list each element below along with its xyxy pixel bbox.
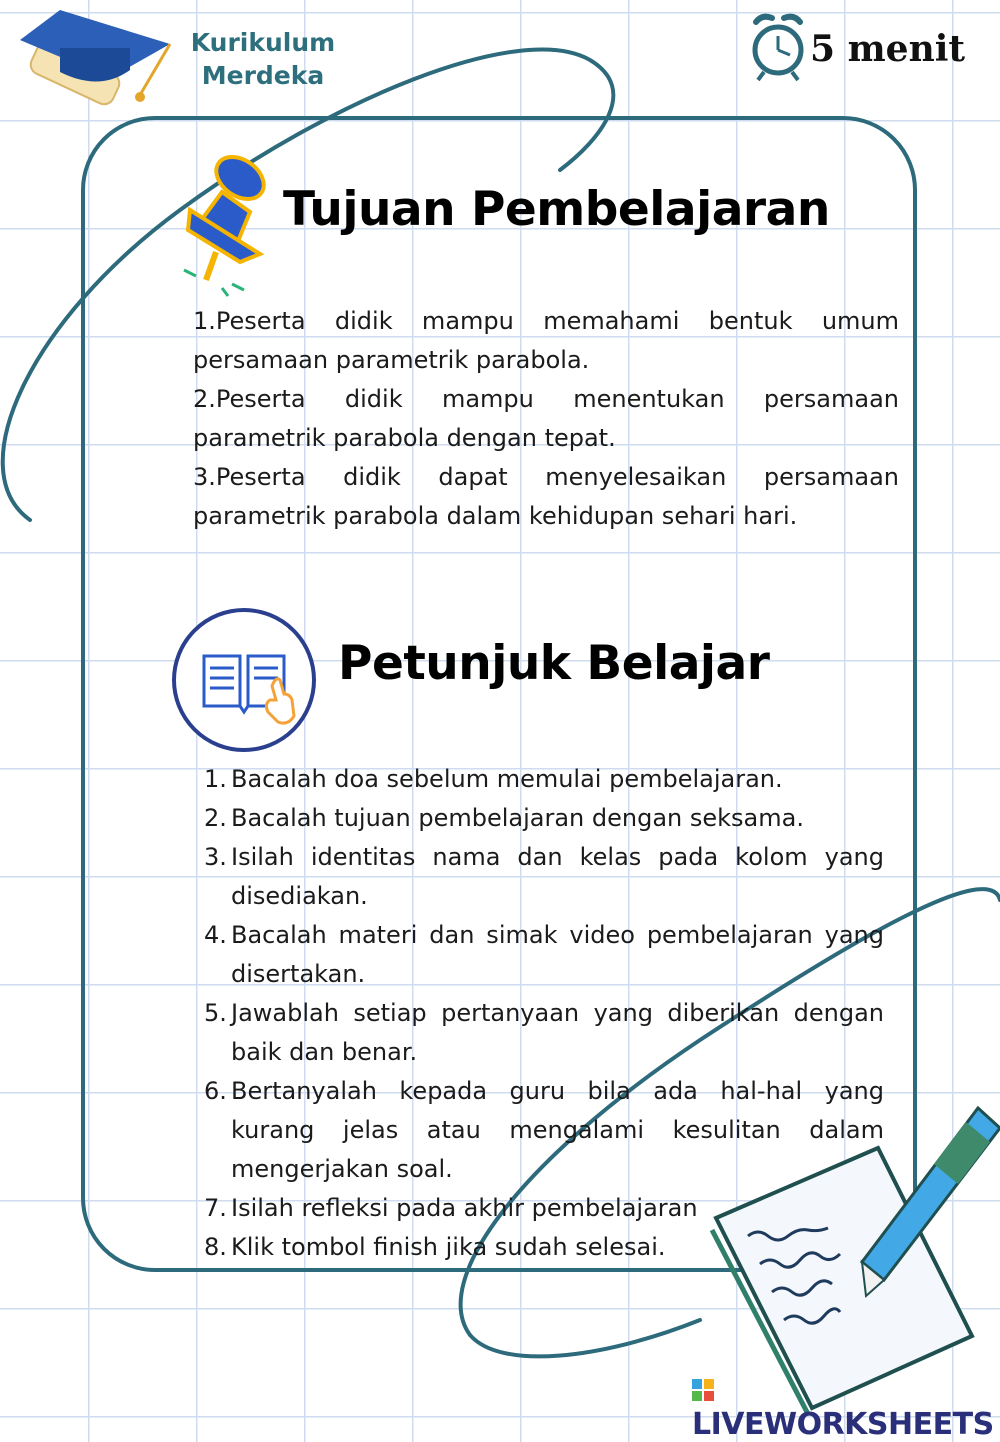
petunjuk-step	[198, 760, 884, 799]
step-number: 8.	[204, 1233, 227, 1261]
brand-line-2: Merdeka	[201, 61, 325, 90]
step-text: Klik tombol finish jika sudah selesai.	[231, 1233, 666, 1261]
brand-label	[178, 26, 348, 92]
tujuan-item: 3.Peserta didik dapat menyelesaikan persamaan parametrik parabola dalam kehidupan sehari hari.	[193, 463, 899, 530]
alarm-clock-icon	[755, 17, 801, 80]
duration-label: 5 menit	[810, 28, 966, 70]
petunjuk-step	[198, 838, 884, 916]
petunjuk-step	[198, 994, 884, 1072]
brand-line-1: Kurikulum	[190, 28, 336, 57]
liveworksheets-logo	[692, 1372, 1000, 1442]
push-pin-icon	[184, 148, 272, 296]
step-number: 1.	[204, 765, 227, 793]
decorative-ellipse-bottom-2	[470, 1320, 700, 1356]
petunjuk-step	[198, 1189, 884, 1228]
petunjuk-step	[198, 799, 884, 838]
liveworksheets-text: LIVEWORKSHEETS	[692, 1407, 994, 1442]
petunjuk-step	[198, 1072, 884, 1189]
open-book-icon	[174, 610, 314, 750]
tujuan-title: Tujuan Pembelajaran	[283, 182, 830, 237]
step-text: Bacalah materi dan simak video pembelajaran yang disertakan.	[231, 921, 884, 988]
step-number: 6.	[204, 1077, 227, 1105]
petunjuk-step	[198, 1228, 884, 1267]
step-text: Isilah identitas nama dan kelas pada kolom yang disediakan.	[231, 843, 884, 910]
tujuan-item: 2.Peserta didik mampu menentukan persamaan parametrik parabola dengan tepat.	[193, 385, 899, 452]
step-text: Bacalah tujuan pembelajaran dengan seksama.	[231, 804, 804, 832]
petunjuk-list	[198, 760, 884, 1267]
step-text: Bacalah doa sebelum memulai pembelajaran.	[231, 765, 783, 793]
step-text: Isilah refleksi pada akhir pembelajaran	[231, 1194, 698, 1222]
step-number: 5.	[204, 999, 227, 1027]
step-number: 2.	[204, 804, 227, 832]
step-text: Bertanyalah kepada guru bila ada hal-hal yang kurang jelas atau mengalami kesulitan dalam mengerjakan soal.	[231, 1077, 884, 1183]
step-number: 7.	[204, 1194, 227, 1222]
petunjuk-step	[198, 916, 884, 994]
step-text: Jawablah setiap pertanyaan yang diberikan dengan baik dan benar.	[231, 999, 884, 1066]
petunjuk-title: Petunjuk Belajar	[338, 636, 770, 691]
tujuan-list	[193, 302, 899, 536]
step-number: 4.	[204, 921, 227, 949]
step-number: 3.	[204, 843, 227, 871]
tujuan-item: 1.Peserta didik mampu memahami bentuk umum persamaan parametrik parabola.	[193, 307, 899, 374]
liveworksheets-blocks-icon	[692, 1379, 714, 1401]
graduation-cap-icon	[20, 10, 170, 108]
